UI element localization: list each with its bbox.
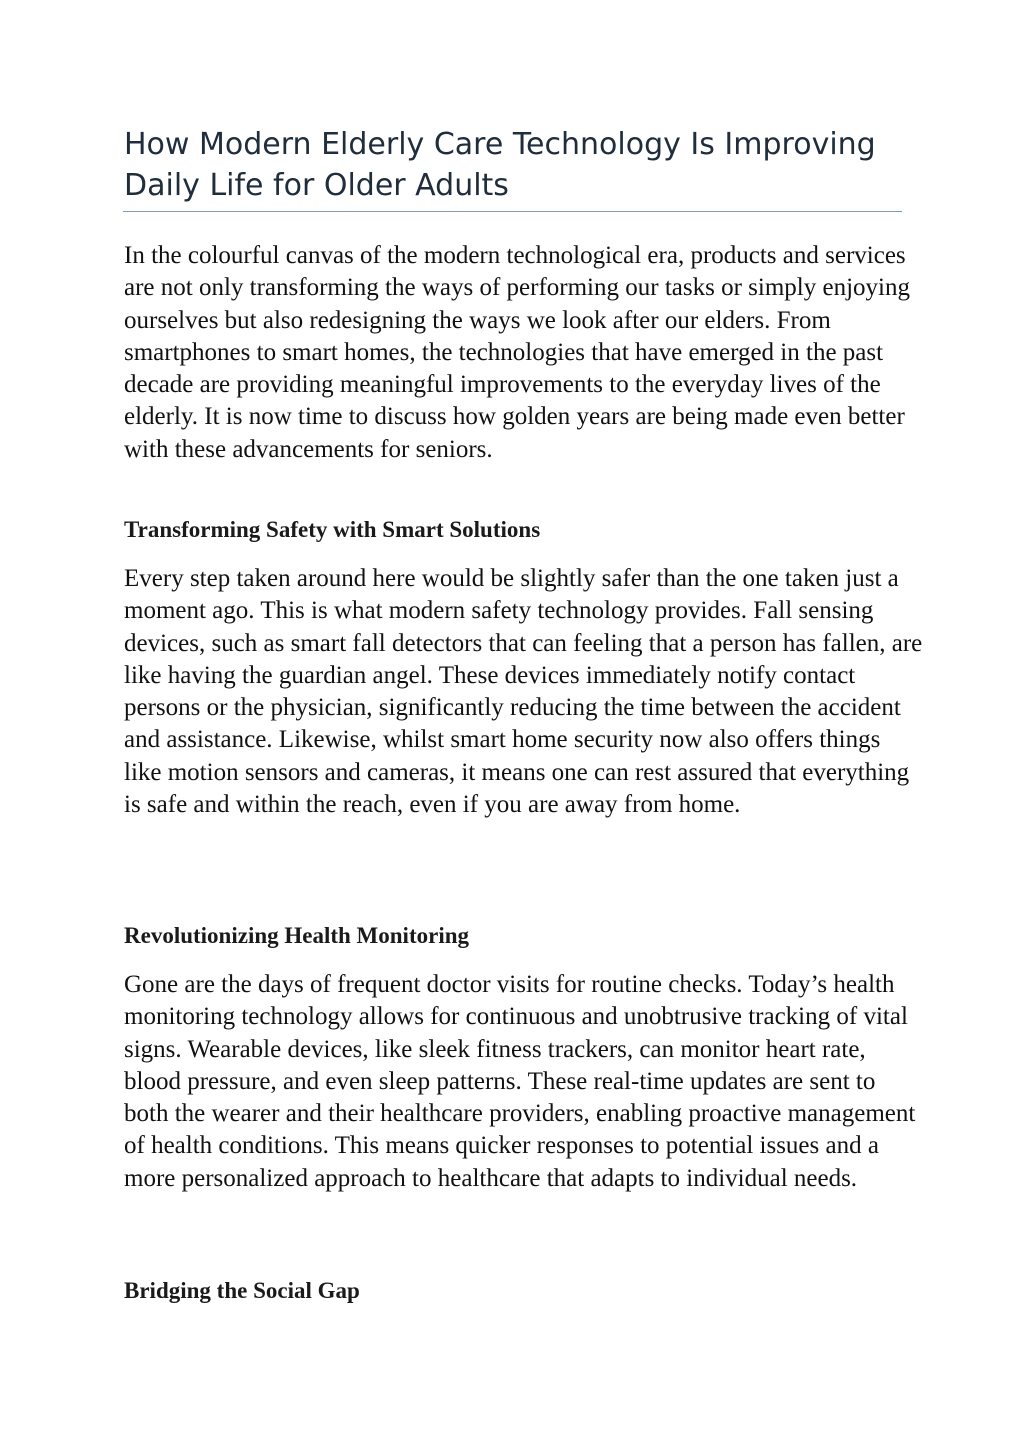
section-heading-safety: Transforming Safety with Smart Solutions	[124, 517, 541, 542]
document-title: How Modern Elderly Care Technology Is Improving Daily Life for Older Adults	[124, 127, 876, 203]
section-body-health: Gone are the days of frequent doctor visits for routine checks. Today’s health monitoring technology allows for continuous and unobtrusive tracking of vital signs. Wearable devices, like sleek fitness trackers, can monitor heart rate, blood pressure, and even sleep patterns. These real-time updates are sent to both the wearer and their healthcare providers, enabling proactive management of health conditions. This means quicker responses to potential issues and a more personalized approach to healthcare that adapts to individual needs.	[124, 971, 916, 1192]
section-body-safety: Every step taken around here would be slightly safer than the one taken just a moment ago. This is what modern safety technology provides. Fall sensing devices, such as smart fall detectors that can feeling that a person has fallen, are like having the guardian angel. These devices immediately notify contact persons or the physician, significantly reducing the time between the accident and assistance. Likewise, whilst smart home security now also offers things like motion sensors and cameras, it means one can rest assured that everything is safe and within the reach, even if you are away from home.	[124, 565, 923, 819]
intro-paragraph: In the colourful canvas of the modern technological era, products and services are not only transforming the ways of performing our tasks or simply enjoying ourselves but also redesigning the ways we look after our elders. From smartphones to smart homes, the technologies that have emerged in the past decade are providing meaningful improvements to the everyday lives of the elderly. It is now time to discuss how golden years are being made even better with these advancements for seniors.	[124, 242, 910, 463]
section-heading-social: Bridging the Social Gap	[124, 1278, 360, 1303]
section-heading-health: Revolutionizing Health Monitoring	[124, 923, 469, 948]
title-divider	[123, 211, 902, 212]
